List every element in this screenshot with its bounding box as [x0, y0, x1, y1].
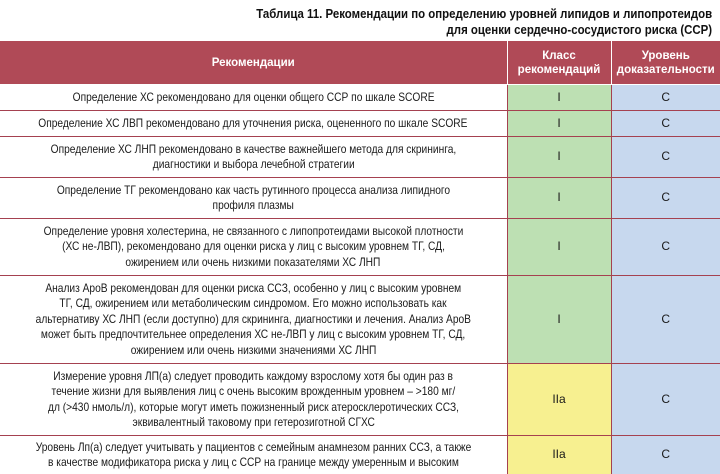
header-class	[507, 41, 611, 85]
header-level	[611, 41, 720, 85]
level-cell: C	[611, 137, 720, 178]
recommendation-line: Определение ХС ЛНП рекомендовано в качестве важнейшего метода для скрининга,	[50, 142, 456, 158]
level-cell: C	[611, 219, 720, 276]
header-class-line-1: Класс	[508, 49, 611, 63]
table-row	[0, 85, 720, 111]
table-row	[0, 436, 720, 474]
recommendation-line: ТГ, СД, ожирением или метаболическим синдромом. Его можно использовать как	[60, 296, 447, 312]
recommendation-line: Измерение уровня ЛП(а) следует проводить каждому взрослому хотя бы один раз в	[53, 369, 453, 385]
recommendation-line: Определение ХС рекомендовано для оценки общего ССР по шкале SCORE	[72, 90, 434, 106]
recommendation-line: профиля плазмы	[213, 198, 294, 214]
recommendation-text-cell	[0, 436, 507, 474]
recommendation-line: диагностики и выбора лечебной стратегии	[152, 157, 354, 173]
recommendation-line: альтернативу ХС ЛНП (если доступно) для скрининга, диагностики и лечения. Анализ АроВ	[36, 312, 471, 328]
table-row	[0, 111, 720, 137]
recommendation-line: Определение уровня холестерина, не связанного с липопротеидами высокой плотности	[43, 224, 463, 240]
table-caption-line-1: Таблица 11. Рекомендации по определению уровней липидов и липопротеидов	[256, 6, 712, 22]
table-caption-line-2: для оценки сердечно-сосудистого риска (ССР)	[256, 22, 712, 38]
recommendations-table	[0, 41, 720, 474]
table-caption	[256, 6, 712, 37]
level-cell: C	[611, 178, 720, 219]
recommendation-line: дл (>430 нмоль/л), которые могут иметь пожизненный риск атеросклеротических ССЗ,	[48, 400, 459, 416]
table-header-row	[0, 41, 720, 85]
table-row	[0, 178, 720, 219]
header-recommendations-label: Рекомендации	[212, 57, 295, 69]
recommendation-line: ожирением или очень низкими показателями ХС ЛНП	[126, 255, 381, 271]
recommendation-line: ожирением или очень низкими значениями ХС ЛНП	[130, 343, 376, 359]
class-cell: IIa	[507, 364, 611, 436]
recommendation-line: в качестве модификатора риска у лиц с ССР на границе между умеренным и высоким	[48, 455, 459, 471]
recommendation-line: Определение ХС ЛВП рекомендовано для уточнения риска, оцененного по шкале SCORE	[39, 116, 468, 132]
level-cell: C	[611, 111, 720, 137]
level-cell: C	[611, 276, 720, 364]
class-cell: I	[507, 111, 611, 137]
header-level-line-1: Уровень	[612, 49, 720, 63]
recommendation-text-cell	[0, 364, 507, 436]
table-row	[0, 219, 720, 276]
header-class-line-2: рекомендаций	[508, 63, 611, 77]
level-cell: C	[611, 364, 720, 436]
class-cell: I	[507, 85, 611, 111]
recommendation-text-cell	[0, 137, 507, 178]
table-row	[0, 364, 720, 436]
recommendation-line: Определение ТГ рекомендовано как часть рутинного процесса анализа липидного	[57, 183, 450, 199]
class-cell: I	[507, 137, 611, 178]
recommendation-text-cell	[0, 276, 507, 364]
recommendation-line: (ХС не-ЛВП), рекомендовано для оценки риска у лиц с высоким уровнем ТГ, СД,	[62, 239, 445, 255]
recommendation-text-cell	[0, 111, 507, 137]
recommendation-text-cell	[0, 178, 507, 219]
recommendation-line: Уровень Лп(а) следует учитывать у пациентов с семейным анамнезом ранних ССЗ, а также	[36, 440, 472, 456]
table-row	[0, 137, 720, 178]
recommendation-line: эквивалентный таковому при гетерозиготной СГХС	[132, 415, 374, 431]
class-cell: I	[507, 276, 611, 364]
header-level-line-2: доказательности	[612, 63, 720, 77]
header-recommendations	[0, 41, 507, 85]
recommendation-line: течение жизни для выявления лиц с очень высоким врожденным уровнем – >180 мг/	[51, 384, 455, 400]
class-cell: I	[507, 178, 611, 219]
recommendation-text-cell	[0, 219, 507, 276]
level-cell: C	[611, 436, 720, 474]
class-cell: IIa	[507, 436, 611, 474]
recommendation-text-cell	[0, 85, 507, 111]
recommendation-line: Анализ АроВ рекомендован для оценки риска ССЗ, особенно у лиц с высоким уровнем	[45, 281, 461, 297]
table-row	[0, 276, 720, 364]
class-cell: I	[507, 219, 611, 276]
recommendation-line: может быть предпочтительнее определения ХС не-ЛВП у лиц с высоким уровнем ТГ, СД,	[41, 327, 465, 343]
level-cell: C	[611, 85, 720, 111]
